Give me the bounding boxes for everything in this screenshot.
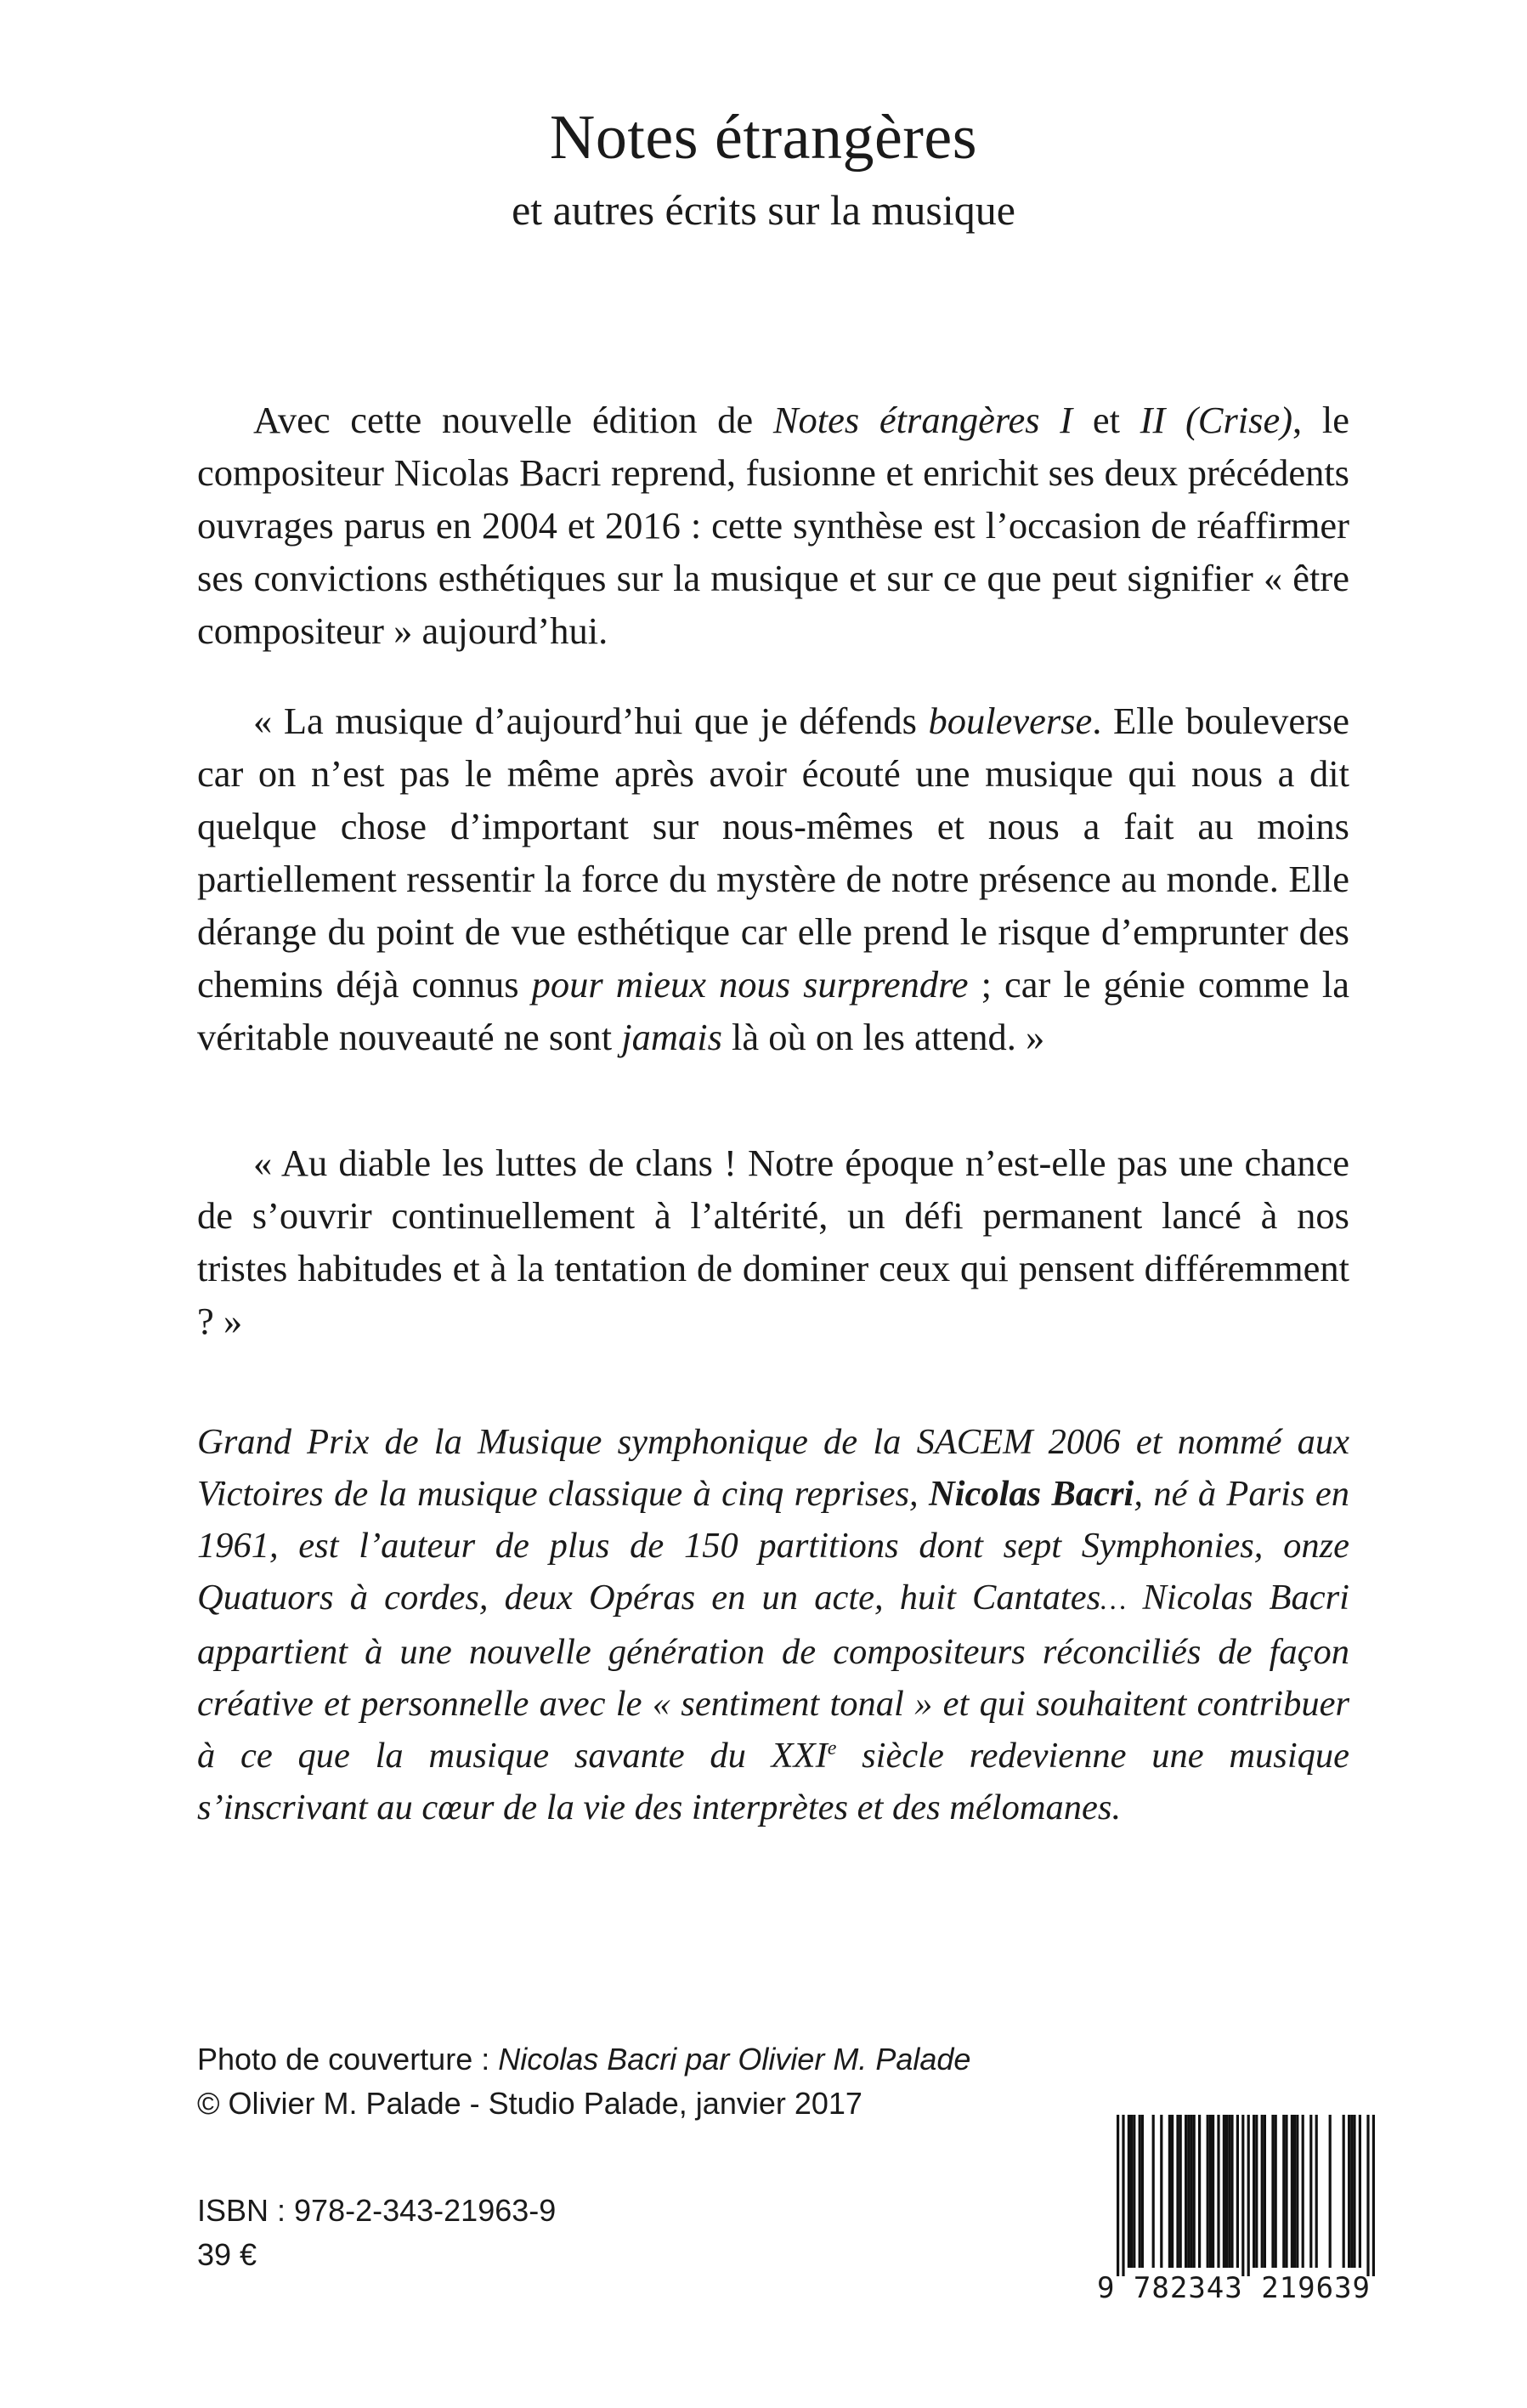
barcode-bar bbox=[1160, 2115, 1162, 2268]
barcode-bar bbox=[1152, 2115, 1155, 2268]
p1-italic-1: Notes étrangères I bbox=[772, 399, 1073, 441]
barcode-bar bbox=[1350, 2115, 1353, 2268]
barcode-bar bbox=[1282, 2115, 1285, 2268]
barcode-bar bbox=[1187, 2115, 1190, 2268]
barcode-bar bbox=[1255, 2115, 1258, 2268]
barcode-bar bbox=[1241, 2115, 1244, 2276]
p1-text-2: et bbox=[1072, 399, 1140, 441]
barcode-bar bbox=[1236, 2115, 1239, 2268]
barcode-bar bbox=[1366, 2115, 1369, 2276]
barcode-bar bbox=[1207, 2115, 1209, 2268]
barcode-bar bbox=[1209, 2115, 1212, 2268]
barcode-bar bbox=[1348, 2115, 1350, 2268]
bio-text-1: Grand Prix de la Musique symphonique de la SACEM 2006 et nommé aux Victoires de la musique classique à cinq reprises, bbox=[197, 1422, 1349, 1514]
barcode-bar bbox=[1185, 2115, 1187, 2268]
barcode-bar bbox=[1198, 2115, 1201, 2268]
barcode-bar bbox=[1261, 2115, 1264, 2268]
barcode-bar bbox=[1353, 2115, 1355, 2268]
barcode-bar bbox=[1291, 2115, 1293, 2268]
barcode-bar bbox=[1223, 2115, 1225, 2268]
barcode-bar bbox=[1230, 2115, 1233, 2268]
p2-text-4: là où on les attend. » bbox=[721, 1016, 1045, 1058]
barcode-bar bbox=[1212, 2115, 1214, 2268]
price-label: 39 € bbox=[197, 2237, 257, 2272]
p1-italic-2: II (Crise) bbox=[1140, 399, 1293, 441]
barcode-bar bbox=[1309, 2115, 1312, 2268]
photo-credit-label: Photo de couverture : bbox=[197, 2042, 499, 2077]
barcode-bar bbox=[1343, 2115, 1345, 2268]
barcode-bar bbox=[1315, 2115, 1318, 2268]
barcode-bar bbox=[1359, 2115, 1361, 2268]
quote-paragraph-1 bbox=[197, 694, 1349, 1063]
p3-text: « Au diable les luttes de clans ! Notre époque n’est-elle pas une chance de s’ouvrir continuellement à l’altérité, un défi permanent lancé à nos tristes habitudes et à la tentation de dominer ceux qui pensent différemment ? » bbox=[197, 1142, 1349, 1342]
barcode-bars bbox=[1077, 2115, 1390, 2276]
barcode-bar bbox=[1264, 2115, 1266, 2268]
bio-text-4: siècle redevienne une musique s’inscrivant au cœur de la vie des interprètes et des mélomanes. bbox=[197, 1736, 1350, 1827]
barcode-bar bbox=[1271, 2115, 1274, 2268]
p2-text-2: . Elle bouleverse car on n’est pas le même après avoir écouté une musique qui nous a dit quelque chose d’important sur nous-mêmes et nous a fait au moins partiellement ressentir la force du mystère de notre présence au monde. Elle dérange du point de vue esthétique car elle prend le risque d’emprunter des chemins déjà connus bbox=[197, 700, 1349, 1006]
barcode-bar bbox=[1168, 2115, 1171, 2268]
barcode-bar bbox=[1253, 2115, 1255, 2268]
barcode-bar bbox=[1217, 2115, 1219, 2268]
barcode-bar bbox=[1117, 2115, 1119, 2276]
bio-text-2: , né à Paris en 1961, est l’auteur de plus de 150 partitions dont sept Symphonies, onze Quatuors à cordes, deux Opéras en un acte, huit Cantates bbox=[197, 1474, 1350, 1618]
barcode-bar bbox=[1296, 2115, 1298, 2268]
barcode-bar bbox=[1128, 2115, 1130, 2268]
barcode-bar bbox=[1275, 2115, 1277, 2268]
barcode-bar bbox=[1193, 2115, 1196, 2268]
barcode-bar bbox=[1171, 2115, 1174, 2268]
photo-credit bbox=[197, 2038, 970, 2081]
barcode-bar bbox=[1179, 2115, 1182, 2268]
barcode-bar bbox=[1293, 2115, 1296, 2268]
barcode bbox=[1077, 2115, 1390, 2310]
barcode-bar bbox=[1372, 2115, 1375, 2276]
author-name: Nicolas Bacri bbox=[928, 1474, 1134, 1514]
p1-text-3: , le compositeur Nicolas Bacri reprend, fusionne et enrichit ses deux précédents ouvrages parus en 2004 et 2016 : cette synthèse est l’occasion de réaffirmer ses convictions esthétiques sur la musique et sur ce que peut signifier « être compositeur » aujourd’hui. bbox=[197, 399, 1349, 652]
p2-text-3: ; car le génie comme la véritable nouveauté ne sont bbox=[197, 963, 1350, 1058]
barcode-bar bbox=[1228, 2115, 1230, 2268]
barcode-bar bbox=[1176, 2115, 1179, 2268]
barcode-digits: 9 782343 219639 bbox=[1096, 2271, 1371, 2305]
bio-superscript: e bbox=[827, 1737, 837, 1759]
copyright-line: © Olivier M. Palade - Studio Palade, janvier 2017 bbox=[197, 2086, 862, 2121]
p1-text-1: Avec cette nouvelle édition de bbox=[253, 399, 773, 441]
intro-paragraph bbox=[197, 394, 1349, 657]
barcode-bar bbox=[1285, 2115, 1287, 2268]
quote-paragraph-2 bbox=[197, 1136, 1349, 1347]
book-subtitle: et autres écrits sur la musique bbox=[512, 186, 1015, 234]
barcode-bar bbox=[1122, 2115, 1124, 2276]
barcode-bar bbox=[1329, 2115, 1332, 2268]
p2-italic-3: jamais bbox=[621, 1016, 722, 1058]
p2-italic-2: pour mieux nous surprendre bbox=[531, 963, 969, 1006]
author-biography bbox=[197, 1416, 1349, 1833]
barcode-bar bbox=[1247, 2115, 1250, 2276]
barcode-bar bbox=[1133, 2115, 1135, 2268]
barcode-bar bbox=[1225, 2115, 1228, 2268]
photo-credit-value: Nicolas Bacri par Olivier M. Palade bbox=[498, 2042, 971, 2077]
barcode-bar bbox=[1130, 2115, 1133, 2268]
p2-text-1: « La musique d’aujourd’hui que je défends bbox=[253, 700, 929, 742]
barcode-bar bbox=[1139, 2115, 1141, 2268]
bio-ellipsis: … bbox=[1100, 1584, 1127, 1616]
barcode-bar bbox=[1141, 2115, 1144, 2268]
p2-italic-1: bouleverse bbox=[928, 700, 1093, 742]
isbn-line: ISBN : 978-2-343-21963-9 bbox=[197, 2193, 557, 2228]
book-title: Notes étrangères bbox=[549, 103, 978, 173]
bio-text-3: Nicolas Bacri appartient à une nouvelle génération de compositeurs réconciliés de façon créative et personnelle avec le « sentiment tonal » et qui souhaitent contribuer à ce que la musique savante du XXI bbox=[197, 1578, 1349, 1776]
barcode-bar bbox=[1302, 2115, 1304, 2268]
barcode-bar bbox=[1190, 2115, 1192, 2268]
